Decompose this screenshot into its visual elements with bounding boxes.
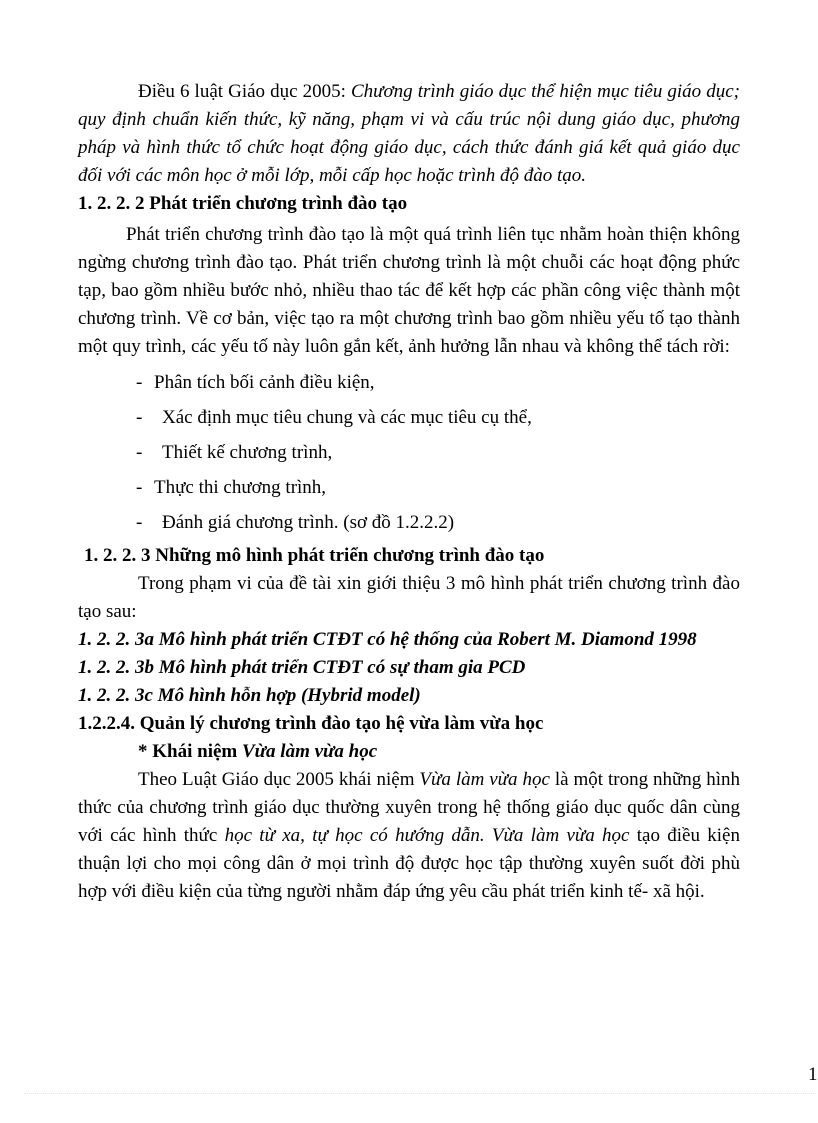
heading-model-c: 1. 2. 2. 3c Mô hình hỗn hợp (Hybrid model) — [78, 685, 421, 706]
paragraph-italic-quote: Chương trình giáo dục thể hiện mục tiêu giáo dục; quy định chuẩn kiến thức, kỹ năng, phạm vi và cấu trúc nội dung giáo dục, phương pháp và hình thức tổ chức hoạt động giáo dục, cách thức đánh giá kết quả giáo dục đối với các môn học ở mỗi lớp, mỗi cấp học hoặc trình độ đào tạo. — [78, 81, 740, 186]
heading-model-a: 1. 2. 2. 3a Mô hình phát triển CTĐT có hệ thống của Robert M. Diamond 1998 — [78, 629, 697, 650]
footer-divider — [24, 1093, 816, 1094]
list-item: - Đánh giá chương trình. (sơ đồ 1.2.2.2) — [136, 512, 455, 533]
page-number: 1 — [808, 1064, 818, 1085]
heading-1224: 1.2.2.4. Quản lý chương trình đào tạo hệ vừa làm vừa học — [78, 713, 544, 734]
paragraph-phat-trien: Phát triển chương trình đào tạo là một quá trình liên tục nhằm hoàn thiện không ngừng chương trình đào tạo. Phát triển chương trình là một chuỗi các hoạt động phức tạp, bao gồm nhiều bước nhỏ, nhiều thao tác để kết hợp các phần công việc thành một chương trình. Về cơ bản, việc tạo ra một chương trình bao gồm nhiều yếu tố tạo thành một quy trình, các yếu tố này luôn gắn kết, ảnh hưởng lẫn nhau và không thể tách rời: — [78, 224, 740, 357]
concept-term: Vừa làm vừa học — [241, 741, 378, 762]
list-item: - Thiết kế chương trình, — [136, 442, 333, 463]
bullet-list — [78, 365, 740, 540]
concept-heading: * Khái niệm Vừa làm vừa học — [138, 741, 378, 762]
paragraph-lead: Điều 6 luật Giáo dục 2005: — [138, 81, 351, 102]
heading-1223: 1. 2. 2. 3 Những mô hình phát triển chương trình đào tạo — [84, 545, 545, 566]
paragraph-dieu6 — [78, 78, 740, 190]
list-item: - Xác định mục tiêu chung và các mục tiêu cụ thể, — [136, 407, 532, 428]
paragraph-vua-lam-vua-hoc: Theo Luật Giáo dục 2005 khái niệm Vừa làm vừa học là một trong những hình thức của chương trình giáo dục thường xuyên trong hệ thống giáo dục quốc dân cùng với các hình thức học từ xa, tự học có hướng dẫn. Vừa làm vừa học tạo điều kiện thuận lợi cho mọi công dân ở mọi trình độ được học tập thường xuyên suốt đời phù hợp với điều kiện của từng người nhằm đáp ứng yêu cầu phát triển kinh tế- xã hội. — [78, 769, 740, 902]
list-item: - Phân tích bối cảnh điều kiện, — [136, 372, 375, 393]
heading-model-b: 1. 2. 2. 3b Mô hình phát triển CTĐT có sự tham gia PCD — [78, 657, 526, 678]
paragraph-pham-vi: Trong phạm vi của đề tài xin giới thiệu 3 mô hình phát triển chương trình đào tạo sau: — [78, 573, 740, 622]
list-item: - Thực thi chương trình, — [136, 477, 327, 498]
heading-1222: 1. 2. 2. 2 Phát triển chương trình đào tạo — [78, 193, 408, 214]
document-page — [78, 76, 740, 906]
